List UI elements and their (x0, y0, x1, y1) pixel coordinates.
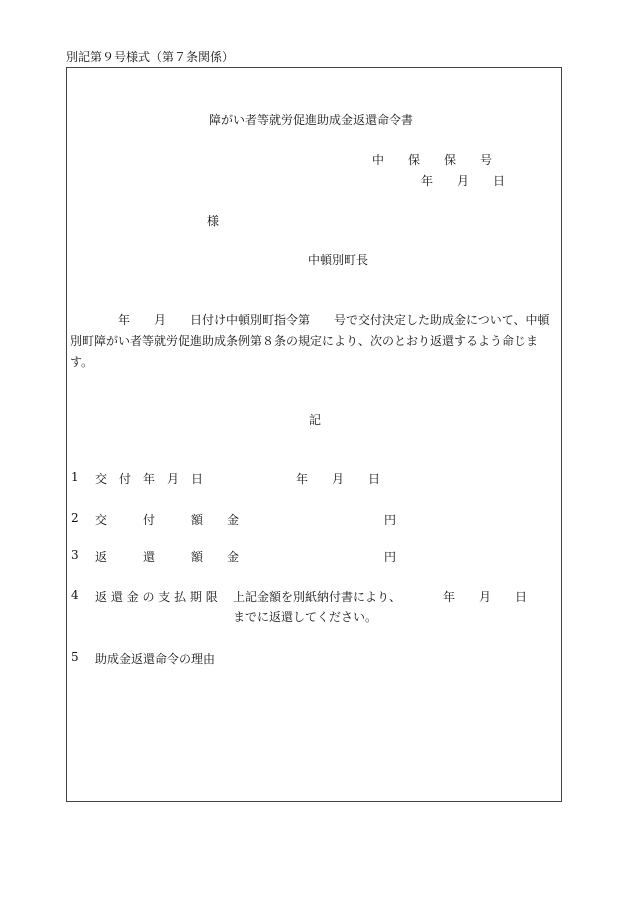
addressee-suffix: 様 (207, 214, 220, 228)
item-label-payment-deadline: 返 還 金 の 支 払 期 限 (95, 590, 218, 604)
item-value-grant-amount: 円 (384, 513, 397, 527)
item-label-grant-amount: 交 付 額 金 (95, 513, 240, 527)
document-date: 年 月 日 (421, 174, 506, 188)
item-value-return-amount: 円 (384, 550, 397, 564)
item-number: 4 (71, 588, 79, 602)
item-number: 5 (71, 650, 79, 664)
item-label-reason: 助成金返還命令の理由 (95, 652, 216, 666)
order-body-text: 年 月 日付け中頓別町指令第 号で交付決定した助成金について、中頓別町障がい者等就労促進助成条例第８条の規定により、次のとおり返還するよう命じます。 (70, 313, 550, 369)
item-value-payment-deadline: 上記金額を別紙納付書により、 年 月 日 (233, 590, 528, 604)
document-title: 障がい者等就労促進助成金返還命令書 (209, 113, 414, 127)
item-label-return-amount: 返 還 額 金 (95, 550, 240, 564)
item-value-payment-deadline-cont: までに返還してください。 (233, 610, 378, 624)
item-value-grant-date: 年 月 日 (296, 472, 381, 486)
item-number: 1 (71, 470, 79, 484)
document-number: 中 保 保 号 (372, 153, 493, 167)
issuer-name: 中頓別町長 (308, 253, 369, 267)
item-label-grant-date: 交 付 年 月 日 (95, 472, 204, 486)
form-label: 別記第９号様式（第７条関係） (66, 50, 235, 64)
ki-heading: 記 (309, 413, 322, 427)
item-number: 2 (71, 511, 79, 525)
item-number: 3 (71, 548, 79, 562)
